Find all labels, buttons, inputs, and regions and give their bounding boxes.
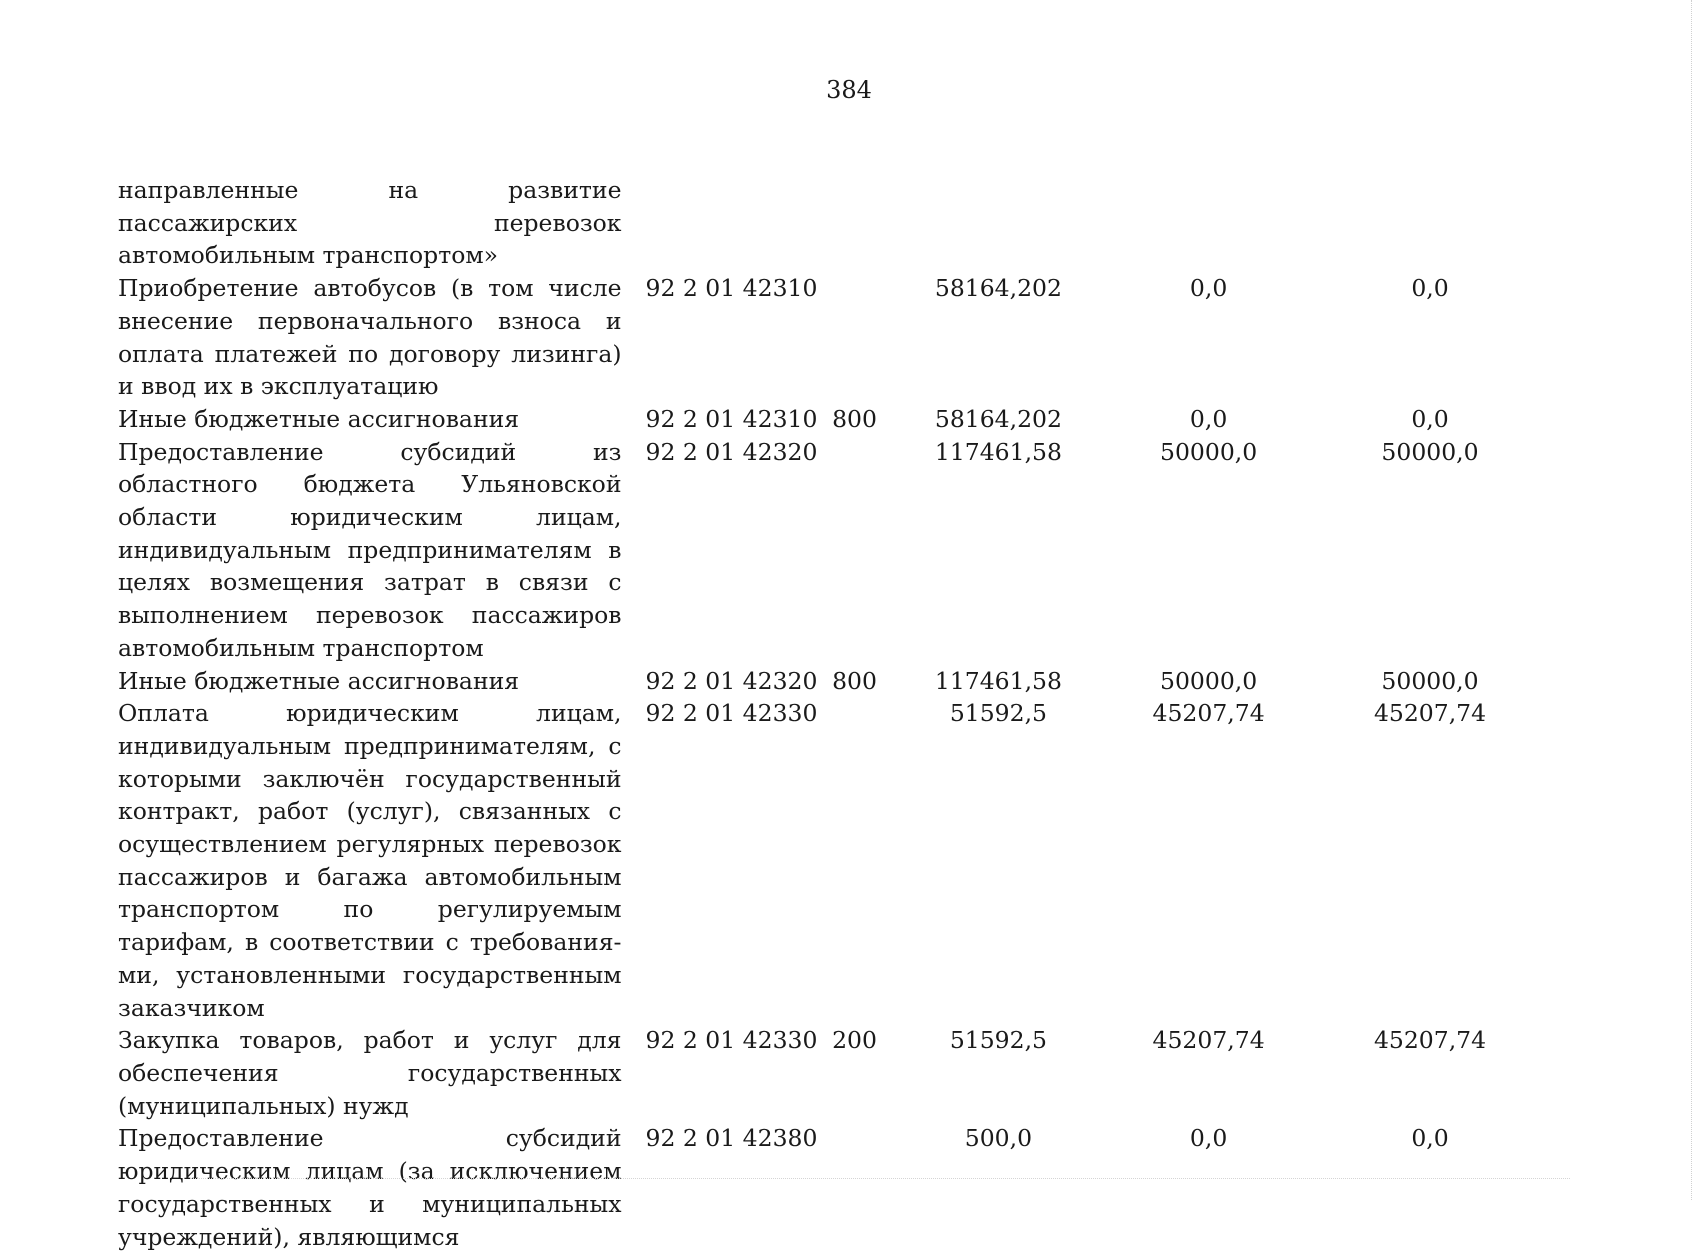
row-value-1: 117461,58 [934, 437, 1062, 466]
row-value-3 [1322, 174, 1538, 272]
table-row [118, 174, 1538, 272]
row-value-2: 50000,0 [1160, 437, 1258, 466]
budget-table [118, 174, 1538, 1253]
table-row [118, 272, 1538, 403]
table-row [118, 665, 1538, 698]
row-expense-type: 200 [832, 1026, 877, 1055]
row-value-2: 0,0 [1189, 1124, 1228, 1153]
row-name: Предоставление субсидий юридическим лицам (за исключением государственных и муниципальных учреждений), являющимся [118, 1124, 622, 1251]
row-value-3: 0,0 [1411, 404, 1449, 433]
row-name: направленные на развитие пассажирских перевозок автомобильным транспортом» [118, 176, 622, 270]
row-value-3: 45207,74 [1373, 699, 1487, 728]
row-value-2: 0,0 [1189, 274, 1228, 303]
row-code: 92 2 01 42330 [645, 699, 818, 728]
row-name: Приобретение автобусов (в том числе внесение первоначального взноса и оплата платежей по договору лизинга) и ввод их в эксплуатацию [118, 274, 622, 401]
row-value-3: 50000,0 [1381, 666, 1479, 695]
table-row [118, 1122, 1538, 1253]
row-value-2: 0,0 [1189, 404, 1228, 433]
table-row [118, 1024, 1538, 1122]
row-expense-type: 800 [832, 404, 877, 433]
row-value-1: 117461,58 [934, 666, 1062, 695]
row-code: 92 2 01 42310 [645, 274, 818, 303]
row-expense-type [832, 272, 902, 403]
row-value-1 [902, 174, 1096, 272]
row-name: Оплата юридическим лицам, индивидуальным предпринимателям, с которыми заключён государственный контракт, работ (услуг), связанных с осуществлением регулярных перевозок пассажиров и багажа автомобильным транспортом по регулируемым тарифам, в соответствии с требованиями, установленными государственным заказчиком [118, 699, 622, 1022]
table-row [118, 403, 1538, 436]
row-expense-type [832, 697, 902, 1024]
table-row [118, 697, 1538, 1024]
row-value-1: 58164,202 [934, 274, 1062, 303]
row-name: Предоставление субсидий из областного бюджета Ульяновской области юридическим лицам, индивидуальным предпринимателям в целях возмещения затрат в связи с выполнением перевозок пассажиров автомобильным транспортом [118, 437, 622, 662]
row-code: 92 2 01 42320 [645, 437, 818, 466]
row-code: 92 2 01 42310 [645, 404, 818, 433]
row-expense-type [832, 174, 902, 272]
row-code: 92 2 01 42320 [645, 666, 818, 695]
scan-artifact-divider [190, 1178, 1570, 1180]
row-value-2: 45207,74 [1152, 1026, 1265, 1055]
row-name: Иные бюджетные ассигнования [118, 404, 520, 433]
row-code: 92 2 01 42380 [645, 1124, 818, 1153]
row-value-1: 51592,5 [949, 1026, 1048, 1055]
row-code [622, 174, 833, 272]
row-value-3: 0,0 [1411, 274, 1449, 303]
row-expense-type [832, 1122, 902, 1253]
row-name: Закупка товаров, работ и услуг для обеспечения государственных (муниципальных) нужд [118, 1026, 622, 1120]
table-row [118, 436, 1538, 665]
row-value-2: 45207,74 [1152, 699, 1265, 728]
scan-artifact-edge [1690, 0, 1692, 1200]
row-expense-type: 800 [832, 666, 877, 695]
row-value-1: 500,0 [964, 1124, 1033, 1153]
row-value-3: 45207,74 [1373, 1026, 1487, 1055]
row-value-2: 50000,0 [1160, 666, 1258, 695]
row-value-1: 58164,202 [934, 404, 1062, 433]
row-expense-type [832, 436, 902, 665]
row-value-3: 50000,0 [1381, 437, 1479, 466]
row-value-1: 51592,5 [949, 699, 1048, 728]
row-value-2 [1095, 174, 1322, 272]
row-name: Иные бюджетные ассигнования [118, 666, 520, 695]
page-number: 384 [826, 76, 872, 104]
row-value-3: 0,0 [1411, 1124, 1449, 1153]
row-code: 92 2 01 42330 [645, 1026, 818, 1055]
